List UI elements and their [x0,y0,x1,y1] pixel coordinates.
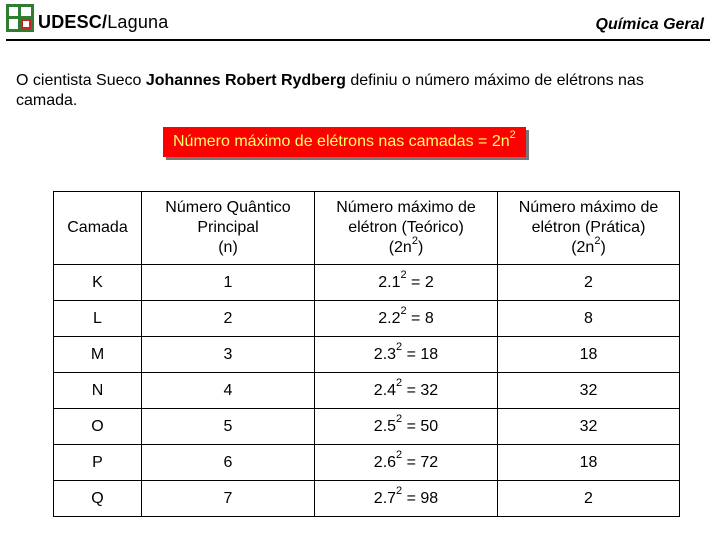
header-line: elétron (Teórico) [348,219,464,236]
header-line: Principal [197,219,259,236]
cell-layer: Q [54,481,142,517]
header-max-theoretical [315,192,498,265]
table-header-row [54,192,680,265]
header-line: Número Quântico [165,199,291,216]
header-camada [54,192,142,265]
cell-practical: 32 [498,409,680,445]
intro-paragraph [16,71,706,111]
header-quantum-number [142,192,315,265]
header-exponent: 2 [411,234,418,247]
intro-text-1: O cientista Sueco [16,72,146,89]
theoretical-base: 2.6 [373,453,397,471]
cell-theoretical [315,373,498,409]
cell-layer: N [54,373,142,409]
cell-layer: L [54,301,142,337]
theoretical-base: 2.1 [378,273,401,291]
theoretical-base: 2.7 [373,489,397,507]
cell-practical: 2 [498,265,680,301]
cell-n: 1 [142,265,315,301]
header-line: ) [600,239,606,256]
slide-header [0,0,720,42]
header-exponent: 2 [594,234,601,247]
cell-practical: 18 [498,337,680,373]
table-row [54,301,680,337]
formula-box [163,127,526,157]
cell-n: 5 [142,409,315,445]
header-line: (2n [388,239,412,256]
header-line: elétron (Prática) [531,219,646,236]
cell-n: 4 [142,373,315,409]
theoretical-result: = 2 [406,273,434,291]
cell-practical: 8 [498,301,680,337]
header-line: Número máximo de [518,199,659,216]
table-row [54,265,680,301]
udesc-logo-icon [6,4,34,32]
cell-theoretical [315,481,498,517]
cell-theoretical [315,301,498,337]
cell-layer: K [54,265,142,301]
formula-exponent: 2 [509,128,516,141]
theoretical-base: 2.5 [373,417,397,435]
cell-practical: 32 [498,373,680,409]
theoretical-result: = 8 [406,309,434,327]
cell-n: 6 [142,445,315,481]
logo-text-sub: Laguna [107,12,169,32]
logo-text [38,12,168,33]
table-row [54,337,680,373]
theoretical-base: 2.4 [373,381,397,399]
theoretical-exponent: 2 [396,485,403,498]
logo-text-main: UDESC/ [38,12,108,32]
cell-theoretical [315,409,498,445]
cell-n: 7 [142,481,315,517]
header-max-practical [498,192,680,265]
course-title: Química Geral [595,16,704,33]
intro-text-2: definiu o número máximo de elétrons nas camada. [16,72,644,109]
formula-text: Número máximo de elétrons nas camadas = 2n [173,133,510,150]
theoretical-base: 2.2 [378,309,401,327]
theoretical-result: = 50 [402,417,439,435]
cell-theoretical [315,265,498,301]
theoretical-base: 2.3 [373,345,397,363]
theoretical-exponent: 2 [400,269,407,282]
theoretical-result: = 72 [402,453,439,471]
theoretical-exponent: 2 [400,305,407,318]
table-row [54,409,680,445]
theoretical-exponent: 2 [396,377,403,390]
theoretical-result: = 98 [402,489,439,507]
cell-layer: O [54,409,142,445]
theoretical-exponent: 2 [396,341,403,354]
theoretical-exponent: 2 [396,413,403,426]
theoretical-result: = 32 [402,381,439,399]
scientist-name: Johannes Robert Rydberg [145,72,346,89]
electron-table [53,191,680,517]
cell-n: 3 [142,337,315,373]
header-camada-label: Camada [67,219,128,236]
header-line: (2n [571,239,595,256]
theoretical-exponent: 2 [396,449,403,462]
cell-layer: P [54,445,142,481]
cell-n: 2 [142,301,315,337]
table-row [54,445,680,481]
header-line: (n) [218,239,238,256]
cell-practical: 18 [498,445,680,481]
header-line: Número máximo de [336,199,476,216]
cell-layer: M [54,337,142,373]
header-divider [6,39,710,41]
header-line: ) [417,239,424,256]
theoretical-result: = 18 [402,345,439,363]
cell-theoretical [315,445,498,481]
cell-theoretical [315,337,498,373]
cell-practical: 2 [498,481,680,517]
table-row [54,373,680,409]
table-row [54,481,680,517]
